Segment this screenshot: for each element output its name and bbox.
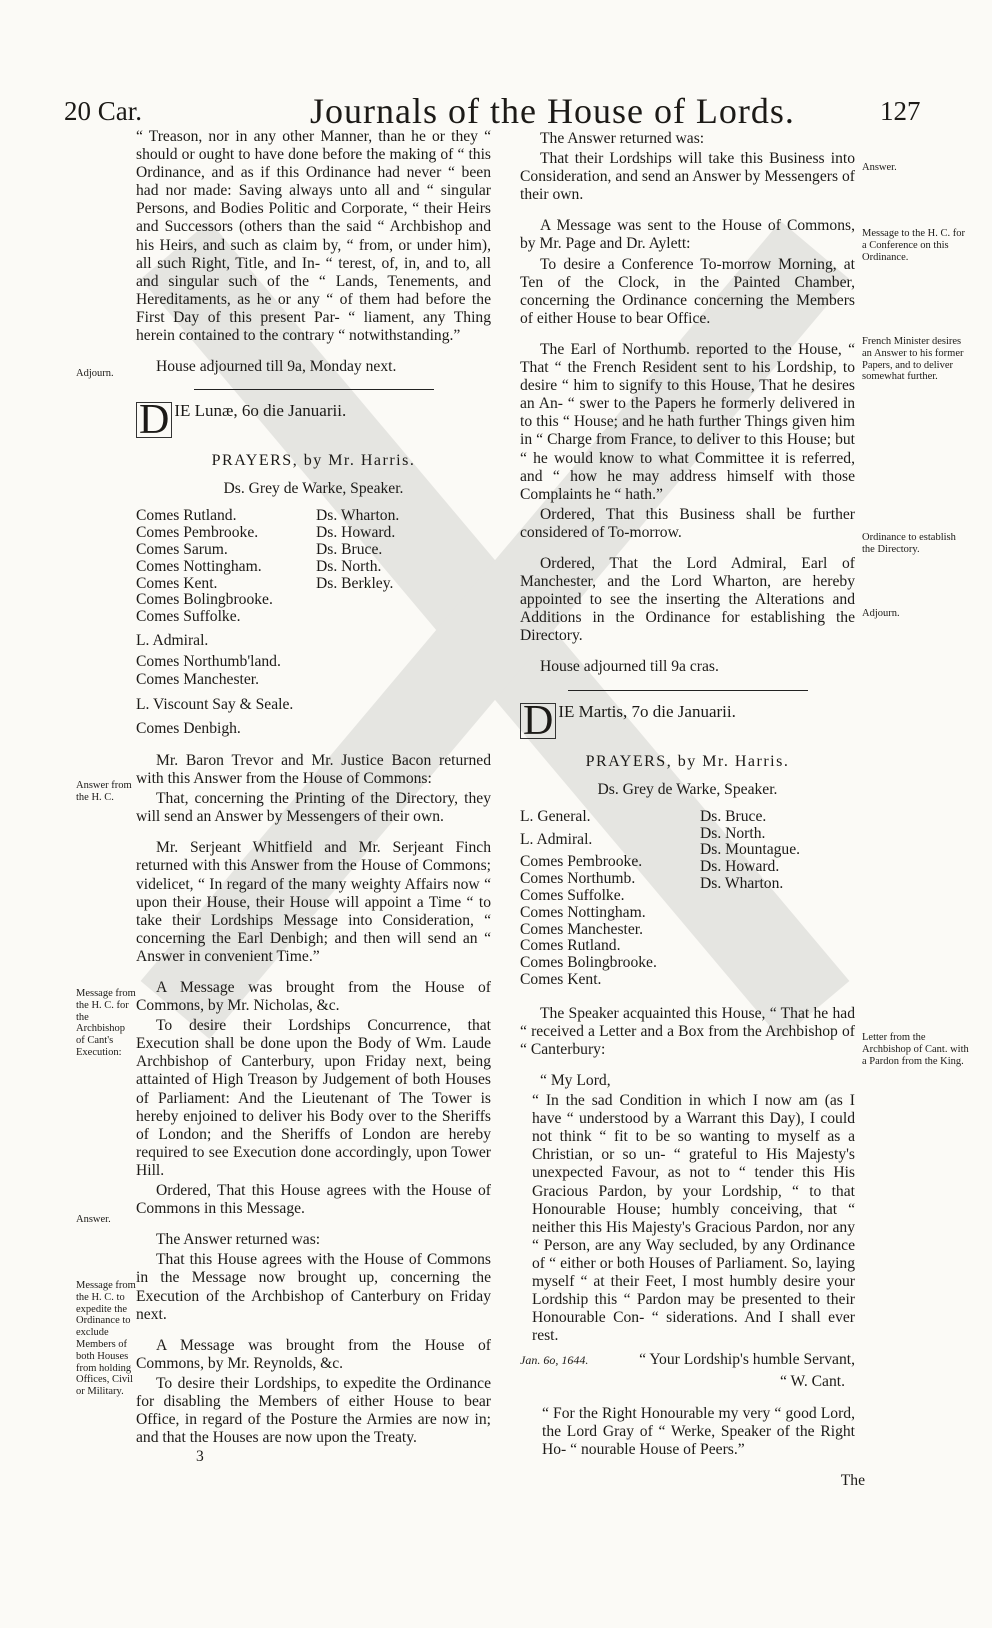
catchword: The: [840, 1471, 865, 1489]
attendance-col-1: [520, 809, 700, 989]
letter-body: “ In the sad Condition in which I now am (as I have “ understood by a Warrant this Day), I could not think “ fit to be so wanting to myself as a Christian, or so un- “ grateful to His Majesty's unexpected Favour, as not to “ tender this His Gracious Pardon, by your Lordship, “ to that Honourable House; humbly conceiving, that “ neither this His Majesty's Gracious Pardon, nor any “ Person, are any Way secluded, by any Ordinance of “ either or both Houses of Parliament. So, laying myself “ at their Feet, I most humbly desire your Lordship this “ Pardon may be presented to their Honourable Con- “ siderations. And I shall ever rest.: [532, 1092, 855, 1345]
drop-cap: D: [520, 703, 556, 739]
adjourn-monday: House adjourned till 9a, Monday next.: [156, 358, 397, 376]
letter-address: “ For the Right Honourable my very “ good Lord, the Lord Gray of “ Werke, Speaker of the Right Ho- “ nourable House of Peers.”: [542, 1404, 855, 1458]
attendance-list: [520, 809, 855, 989]
die-lunae-text: IE Lunæ, 6o die Januarii.: [174, 401, 347, 421]
margin-answer: Answer.: [76, 1214, 111, 1225]
attendee: Ds. North.: [316, 557, 382, 575]
para-ordered-business: Ordered, That this Business shall be further considered of To-morrow.: [520, 505, 855, 541]
attendee: Comes Kent.: [136, 574, 218, 592]
speaker-line: Ds. Grey de Warke, Speaker.: [597, 780, 778, 798]
para-ordered-agree: Ordered, That this House agrees with the House of Commons in this Message.: [136, 1182, 491, 1218]
drop-cap: D: [136, 402, 172, 438]
para-execution: To desire their Lordships Concurrence, that Execution shall be done upon the Body of Wm. Laude Archbishop of Canterbury, upon Friday next, being attainted of High Treason by Judgement of both Houses of Parliament: And the Lieutenant of The Tower is hereby enjoined to deliver his Body over to the Sheriffs of London; and the Sheriffs of London are hereby required to see Execution done accordingly, upon Tower Hill.: [136, 1017, 491, 1179]
para-message-reynolds: A Message was brought from the House of Commons, by Mr. Reynolds, &c.: [136, 1336, 491, 1372]
header-left: 20 Car.: [64, 96, 142, 126]
para-message-nicholas: A Message was brought from the House of Commons, by Mr. Nicholas, &c.: [136, 979, 491, 1015]
die-martis-text: IE Martis, 7o die Januarii.: [558, 701, 736, 721]
para-serjeant-whitfield: Mr. Serjeant Whitfield and Mr. Serjeant Finch returned with this Answer from the House of Commons; videlicet, “ In regard of the many weighty Affairs now “ upon their House, their House will appoint a Time “ to take their Lordships Message into Consideration, “ concerning the Earl Denbigh; and then will send an “ Answer in convenient Time.”: [136, 839, 491, 965]
para-french-resident: The Earl of Northumb. reported to the House, “ That “ the French Resident sent to his Lordship, to desire “ him to signify to this House, That he desires an An- “ swer to the Papers he formerly delivered in to this “ House; and he hath further Things given him in “ Charge from France, to deliver to this House; but “ he would know to what Committee it is referred, and “ how he may address himself with those Complaints he “ hath.”: [520, 340, 855, 503]
page-number: 127: [880, 96, 921, 126]
attendee: Comes Pembrooke.: [520, 853, 643, 871]
attendee: Ds. Bruce.: [700, 807, 767, 825]
para-directory: That, concerning the Printing of the Directory, they will send an Answer by Messengers of their own.: [136, 790, 491, 826]
attendee: Ds. Wharton.: [700, 874, 784, 892]
attendee: Ds. Wharton.: [316, 507, 400, 525]
attendee: L. Admiral.: [520, 830, 593, 848]
signature-mark: 3: [196, 1448, 204, 1466]
attendee: Comes Suffolke.: [136, 608, 241, 626]
para-ordered-directory: Ordered, That the Lord Admiral, Earl of Manchester, and the Lord Wharton, are hereby appointed to see the inserting the Alterations and Additions in the Ordinance for establishing the Directory.: [520, 554, 855, 645]
right-column: [520, 130, 865, 1490]
attendee: Comes Northumb.: [520, 870, 636, 888]
margin-message-archbishop: Message from the H. C. for the Archbishop of Cant's Execution:: [76, 988, 136, 1058]
attendance-col-2: [316, 508, 466, 626]
para-agrees-commons: That this House agrees with the House of Commons in the Message now brought up, concerning the Execution of the Archbishop of Canterbury on Friday next.: [136, 1251, 491, 1323]
margin-message-hc: Message to the H. C. for a Conference on this Ordinance.: [862, 228, 965, 263]
die-martis-heading: [520, 697, 855, 744]
attendee: Comes Manchester.: [520, 920, 643, 938]
attendee: Comes Northumb'land.: [136, 652, 281, 670]
margin-answer-right: Answer.: [862, 162, 897, 173]
attendance-col-2: [700, 809, 850, 989]
para-answer-returned: The Answer returned was:: [156, 1231, 321, 1249]
attendee: Comes Pembrooke.: [136, 524, 259, 542]
margin-letter: Letter from the Archbishop of Cant. with a Pardon from the King.: [862, 1032, 969, 1067]
attendee: L. Viscount Say & Seale.: [136, 695, 294, 713]
margin-ordinance: Ordinance to establish the Directory.: [862, 532, 956, 555]
margin-adjourn-right: Adjourn.: [862, 608, 900, 619]
para-take-business: That their Lordships will take this Business into Consideration, and send an Answer by Messengers of their own.: [520, 150, 855, 204]
attendee: Ds. Howard.: [316, 524, 396, 542]
attendee: Ds. Mountague.: [700, 841, 801, 859]
attendance-list: [136, 508, 491, 626]
attendee: Comes Denbigh.: [136, 719, 241, 737]
attendee: Comes Suffolke.: [520, 886, 625, 904]
margin-answer-hc: Answer from the H. C.: [76, 780, 132, 803]
attendee: Comes Bolingbrooke.: [136, 591, 273, 609]
para-answer-returned-right: The Answer returned was:: [540, 130, 705, 147]
attendee: L. Admiral.: [136, 631, 209, 649]
attendee: Ds. Howard.: [700, 858, 780, 876]
attendee: Comes Manchester.: [136, 670, 259, 688]
letter-closing: “ Your Lordship's humble Servant,: [639, 1351, 855, 1369]
attendee: Comes Bolingbrooke.: [520, 954, 657, 972]
para-expedite-ordinance: To desire their Lordships, to expedite the Ordinance for disabling the Members of either House to bear Office, in regard of the Posture the Armies are now in; and that the Houses are now upon the Treaty.: [136, 1374, 491, 1447]
margin-adjourn-left: Adjourn.: [76, 368, 114, 379]
attendee: Ds. Berkley.: [316, 574, 394, 592]
attendee: L. General.: [520, 807, 591, 825]
attendee: Ds. Bruce.: [316, 541, 383, 558]
die-lunae-heading: [136, 397, 491, 444]
prayers-line: PRAYERS, by Mr. Harris.: [585, 752, 790, 770]
letter-date: Jan. 6o, 1644.: [520, 1353, 589, 1368]
attendee: Comes Rutland.: [136, 507, 237, 525]
margin-french: French Minister desires an Answer to his former Papers, and to deliver somewhat further.: [862, 336, 964, 383]
attendance-col-1: [136, 508, 316, 626]
para-message-page: A Message was sent to the House of Commons, by Mr. Page and Dr. Aylett:: [520, 217, 855, 253]
letter-dateline: [520, 1351, 855, 1369]
ordinance-quote: “ Treason, nor in any other Manner, than he or they “ should or ought to have done before the making of “ this Ordinance, and as if this Ordinance had never “ been had nor made: Saving always unto all and “ singular Persons, and Bodies Politic and Corporate, “ their Heirs and Successors (others than the said “ Archbishop and his Heirs, and such as claim by, “ from, or under him), all such Right, Title, and In- “ terest, of, in, and to, all and singular such of the “ Lands, Tenements, and Hereditaments, as he or any “ of them had before the First Day of this present Par- “ liament, any Thing herein contained to the contrary “ notwithstanding.”: [136, 128, 491, 345]
header-title: Journals of the House of Lords.: [310, 91, 795, 131]
attendee: Comes Rutland.: [520, 937, 621, 955]
letter-salutation: “ My Lord,: [540, 1071, 611, 1089]
attendee: Comes Sarum.: [136, 541, 228, 558]
attendee: Ds. North.: [700, 824, 766, 842]
prayers-line: PRAYERS, by Mr. Harris.: [211, 452, 416, 470]
para-speaker-letter: The Speaker acquainted this House, “ That he had “ received a Letter and a Box from the Archbishop of “ Canterbury:: [520, 1004, 855, 1058]
attendee: Comes Nottingham.: [520, 903, 646, 921]
para-baron-trevor: Mr. Baron Trevor and Mr. Justice Bacon returned with this Answer from the House of Commons:: [136, 751, 491, 788]
speaker-line: Ds. Grey de Warke, Speaker.: [223, 480, 404, 498]
left-column: [136, 128, 491, 1466]
para-conference: To desire a Conference To-morrow Morning, at Ten of the Clock, in the Painted Chamber, concerning the Ordinance concerning the Members of either House to bear Office.: [520, 255, 855, 327]
section-rule: [568, 690, 808, 691]
section-rule: [194, 389, 434, 390]
margin-message-ordinance: Message from the H. C. to expedite the Ordinance to exclude Members of both Houses from holding Offices, Civil or Military.: [76, 1280, 136, 1398]
attendee: Comes Kent.: [520, 970, 602, 988]
attendee: Comes Nottingham.: [136, 557, 262, 575]
letter-signature: “ W. Cant.: [780, 1373, 845, 1391]
adjourn-cras: House adjourned till 9a cras.: [540, 658, 719, 676]
